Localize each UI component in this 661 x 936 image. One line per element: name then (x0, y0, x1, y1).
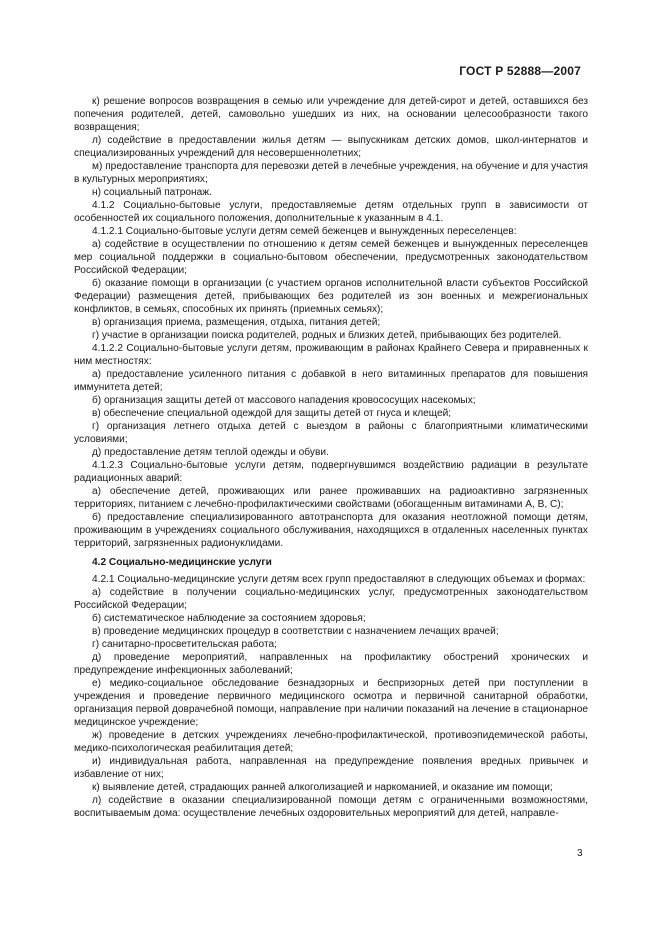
document-body (74, 95, 588, 820)
paragraph: б) организация защиты детей от массового нападения кровососущих насекомых; (92, 395, 476, 406)
paragraph: в) организация приема, размещения, отдыха, питания детей; (92, 317, 381, 328)
paragraph: в) проведение медицинских процедур в соответствии с назначением лечащих врачей; (92, 626, 499, 637)
paragraph: 4.1.2.2 Социально-бытовые услуги детям, проживающим в районах Крайнего Севера и приравненных к ним местностях: (74, 343, 588, 367)
paragraph: л) содействие в оказании специализированной помощи детям с ограниченными возможностями, воспитываемым дома: осуществление лечебных оздоровительных мероприятий для детей, направле- (74, 795, 588, 819)
paragraph: д) предоставление детям теплой одежды и обуви. (92, 447, 329, 458)
paragraph: г) санитарно-просветительская работа; (92, 639, 277, 650)
paragraph: а) содействие в осуществлении по отношению к детям семей беженцев и вынужденных переселенцев мер социальной поддержки в социально-бытовом обеспечении, предусмотренных законодательством Российской Федерации; (74, 239, 588, 276)
paragraph: к) выявление детей, страдающих ранней алкоголизацией и наркоманией, и оказание им помощи; (92, 782, 553, 793)
standard-header: ГОСТ Р 52888—2007 (459, 64, 581, 78)
paragraph: 4.1.2.3 Социально-бытовые услуги детям, подвергнувшимся воздействию радиации в результате радиационных аварий: (74, 460, 588, 484)
paragraph: б) оказание помощи в организации (с участием органов исполнительной власти субъектов Российской Федерации) размещения детей, прибывающих без родителей из зон военных и межрегиональных конфликтов, в семьях, способных их принять (приемных семьях); (74, 278, 588, 315)
paragraph: а) обеспечение детей, проживающих или ранее проживавших на радиоактивно загрязненных территориях, питанием с лечебно-профилактическими свойствами (обогащенным витаминами А, В, С); (74, 486, 588, 510)
paragraph: а) предоставление усиленного питания с добавкой в него витаминных препаратов для повышения иммунитета детей; (74, 369, 588, 393)
paragraph: 4.1.2 Социально-бытовые услуги, предоставляемые детям отдельных групп в зависимости от особенностей их социального положения, дополнительные к указанным в 4.1. (74, 200, 588, 224)
paragraph: 4.1.2.1 Социально-бытовые услуги детям семей беженцев и вынужденных переселенцев: (92, 226, 517, 237)
paragraph: г) участие в организации поиска родителей, родных и близких детей, прибывающих без родителей. (92, 330, 562, 341)
paragraph: е) медико-социальное обследование безнадзорных и беспризорных детей при поступлении в учреждения и проведение первичного медицинского осмотра и первичной санитарной обработки, организация первой доврачебной помощи, направление при наличии показаний на лечение в стационарное медицинское учреждение; (74, 678, 588, 728)
paragraph: к) решение вопросов возвращения в семью или учреждение для детей-сирот и детей, оставшихся без попечения родителей, детей, самовольно ушедших из них, на основании целесообразности такого возвращения; (74, 96, 588, 133)
paragraph: б) предоставление специализированного автотранспорта для оказания неотложной помощи детям, проживающим в учреждениях социального обслуживания, находящихся в отдаленных населенных пунктах территорий, загрязненных радионуклидами. (74, 512, 588, 549)
paragraph: ж) проведение в детских учреждениях лечебно-профилактической, противоэпидемической работы, медико-психологическая реабилитация детей; (74, 730, 588, 754)
paragraph: в) обеспечение специальной одеждой для защиты детей от гнуса и клещей; (92, 408, 452, 419)
section-heading: 4.2 Социально-медицинские услуги (92, 557, 272, 568)
page-number: 3 (577, 848, 583, 859)
paragraph: н) социальный патронаж. (92, 187, 212, 198)
paragraph: м) предоставление транспорта для перевозки детей в лечебные учреждения, на обучение и для участия в культурных мероприятиях; (74, 161, 588, 185)
paragraph: д) проведение мероприятий, направленных на профилактику обострений хронических и предупреждение инфекционных заболеваний; (74, 652, 588, 676)
paragraph: и) индивидуальная работа, направленная на предупреждение появления вредных привычек и избавление от них; (74, 756, 588, 780)
paragraph: л) содействие в предоставлении жилья детям — выпускникам детских домов, школ-интернатов и специализированных учреждений для несовершеннолетних; (74, 135, 588, 159)
paragraph: б) систематическое наблюдение за состоянием здоровья; (92, 613, 366, 624)
paragraph: а) содействие в получении социально-медицинских услуг, предусмотренных законодательством Российской Федерации; (74, 587, 588, 611)
paragraph: г) организация летнего отдыха детей с выездом в районы с благоприятными климатическими условиями; (74, 421, 588, 445)
paragraph: 4.2.1 Социально-медицинские услуги детям всех групп предоставляют в следующих объемах и формах: (92, 574, 586, 585)
